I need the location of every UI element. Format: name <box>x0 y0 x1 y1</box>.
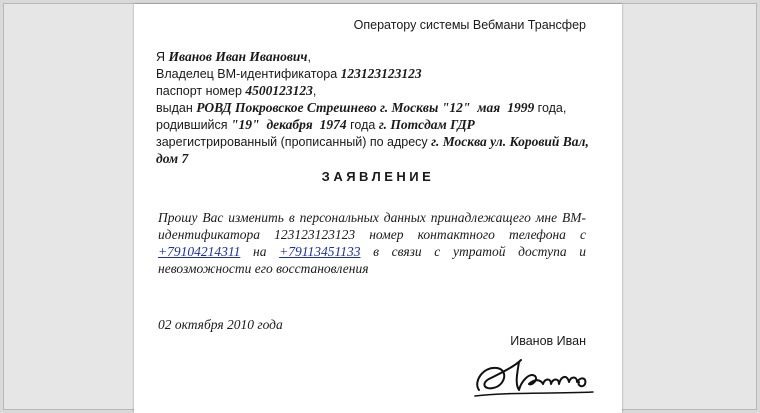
document-date: 02 октября 2010 года <box>158 317 283 332</box>
wmid-value: 123123123123 <box>340 66 422 81</box>
issued-month: мая <box>477 100 501 115</box>
applicant-name: Иванов Иван Иванович <box>168 49 308 64</box>
birth-month: декабря <box>266 117 313 132</box>
new-phone-link[interactable]: +79113451133 <box>279 244 361 259</box>
document-title: ЗАЯВЛЕНИЕ <box>321 169 435 184</box>
body-text-1: Прошу Вас изменить в персональных данных принадлежащего мне ВМ-идентификатора 123123123123 номер контактного телефона с <box>158 210 586 242</box>
birth-place: г. Потсдам ГДР <box>378 117 475 132</box>
address-label: зарегистрированный (прописанный) по адресу <box>156 135 432 149</box>
punct: , <box>312 84 317 98</box>
issued-label: выдан <box>156 101 197 115</box>
label-i: Я <box>156 50 169 64</box>
signer-name: Иванов Иван <box>510 334 586 348</box>
issued-by: РОВД Покровское Стрешнево г. Москвы <box>196 100 439 115</box>
issued-day: "12" <box>441 100 471 115</box>
address-line <box>156 133 589 151</box>
request-body <box>158 209 586 277</box>
issued-year: 1999 <box>507 100 535 115</box>
wmid-line <box>156 65 422 83</box>
wmid-label: Владелец ВМ-идентификатора <box>156 67 341 81</box>
birth-label: родившийся <box>156 118 232 132</box>
passport-line <box>156 82 316 100</box>
document-page <box>134 4 622 413</box>
birth-year: 1974 <box>319 117 347 132</box>
handwritten-signature <box>469 352 599 402</box>
birth-mid: года <box>346 118 379 132</box>
body-text-3: в связи с утратой доступа и невозможности его восстановления <box>158 244 586 276</box>
issued-line <box>156 99 566 117</box>
address-line-2 <box>156 150 188 168</box>
punct: , <box>307 50 311 64</box>
address-house: дом 7 <box>156 151 189 166</box>
issued-suffix: года, <box>534 101 567 115</box>
passport-label: паспорт номер <box>156 84 246 98</box>
applicant-name-line <box>156 48 311 66</box>
birth-day: "19" <box>231 117 260 132</box>
old-phone-link[interactable]: +79104214311 <box>158 244 241 259</box>
birth-line <box>156 116 475 134</box>
address-value: г. Москва ул. Коровий Вал, <box>431 134 589 149</box>
addressee-line: Оператору системы Вебмани Трансфер <box>353 18 586 32</box>
passport-value: 4500123123 <box>245 83 313 98</box>
body-text-2: на <box>240 244 280 259</box>
